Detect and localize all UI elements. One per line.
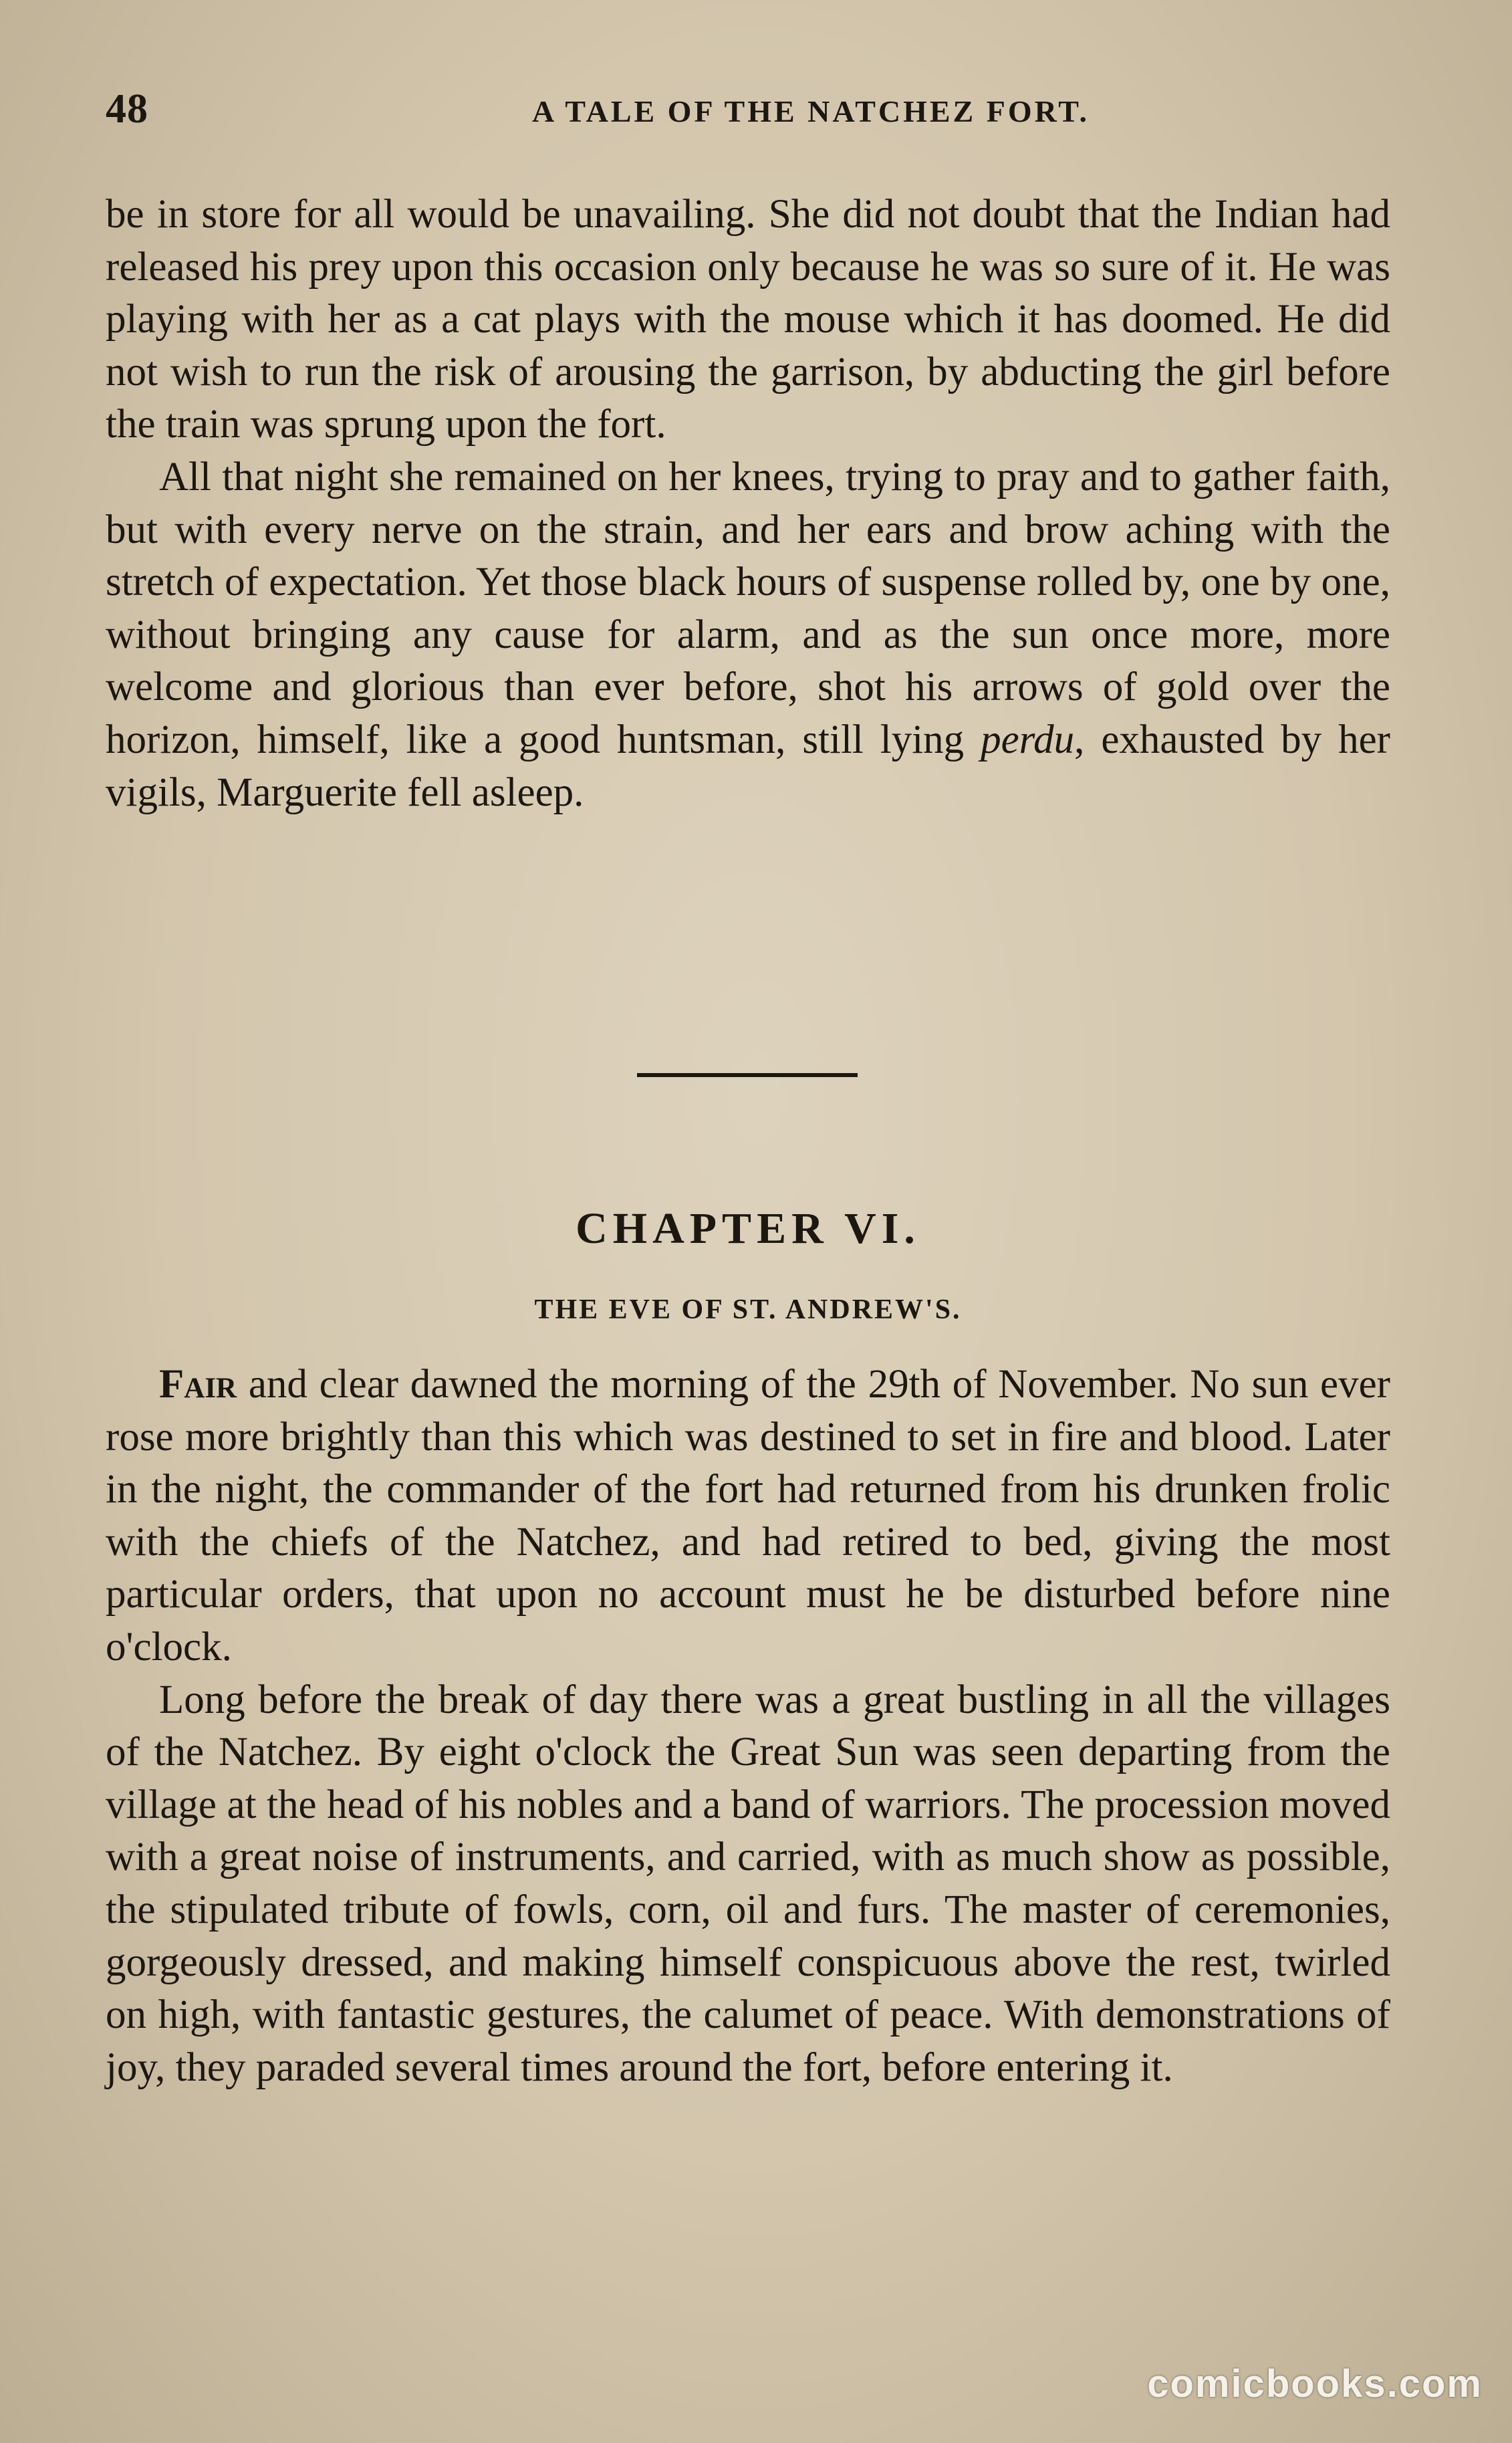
paragraph-text: and clear dawned the morning of the 29th of November. No sun ever rose more brightly than this which was destined to set in fire and blood. Later in the night, the commander of the fort had returned from his drunken frolic with the chiefs of the Natchez, and had retired to bed, giving the most particular orders, that upon no account must he be disturbed before nine o'clock. — [106, 1362, 1390, 1669]
paragraph-text: All that night she remained on her knees, trying to pray and to gather faith, but with every nerve on the strain, and her ears and brow aching with the stretch of expectation. Yet those black hours of suspense rolled by, one by one, without bringing any cause for alarm, and as the sun once more, more welcome and glorious than ever before, shot his arrows of gold over the horizon, himself, like a good huntsman, still lying — [106, 454, 1390, 762]
running-head: A TALE OF THE NATCHEZ FORT. — [531, 94, 1090, 128]
text-block-chapter — [106, 1359, 1390, 2094]
lead-word: Fair — [159, 1362, 237, 1407]
paragraph-fair-and-clear — [106, 1359, 1390, 1674]
paragraph-continued: be in store for all would be unavailing. She did not doubt that the Indian had released his prey upon this occasion only because he was so sure of it. He was playing with her as a cat plays with the mouse which it has doomed. He did not wish to run the risk of arousing the garrison, by abducting the girl before the train was sprung upon the fort. — [106, 192, 1390, 447]
chapter-title: CHAPTER VI. — [576, 1204, 920, 1253]
chapter-subtitle: THE EVE OF ST. ANDREW'S. — [534, 1294, 962, 1325]
italic-word: perdu — [981, 717, 1075, 762]
paragraph-long-before: Long before the break of day there was a great bustling in all the villages of the Natchez. By eight o'clock the Great Sun was seen departing from the village at the head of his nobles and a band of warriors. The procession moved with a great noise of instruments, and carried, with as much show as possible, the stipulated tribute of fowls, corn, oil and furs. The master of ceremonies, gorgeously dressed, and making himself conspicuous above the rest, twirled on high, with fantastic gestures, the calumet of peace. With demonstrations of joy, they paraded several times around the fort, before entering it. — [106, 1677, 1390, 2090]
paragraph-all-that-night — [106, 451, 1390, 819]
site-watermark: comicbooks.com — [1147, 2362, 1483, 2406]
paragraph-text: , exhausted by her vigils, Marguerite fell asleep. — [106, 717, 1390, 815]
section-divider-rule — [637, 1073, 858, 1077]
page-header — [106, 86, 1389, 139]
text-block-top — [106, 189, 1390, 819]
page-number: 48 — [106, 86, 148, 132]
